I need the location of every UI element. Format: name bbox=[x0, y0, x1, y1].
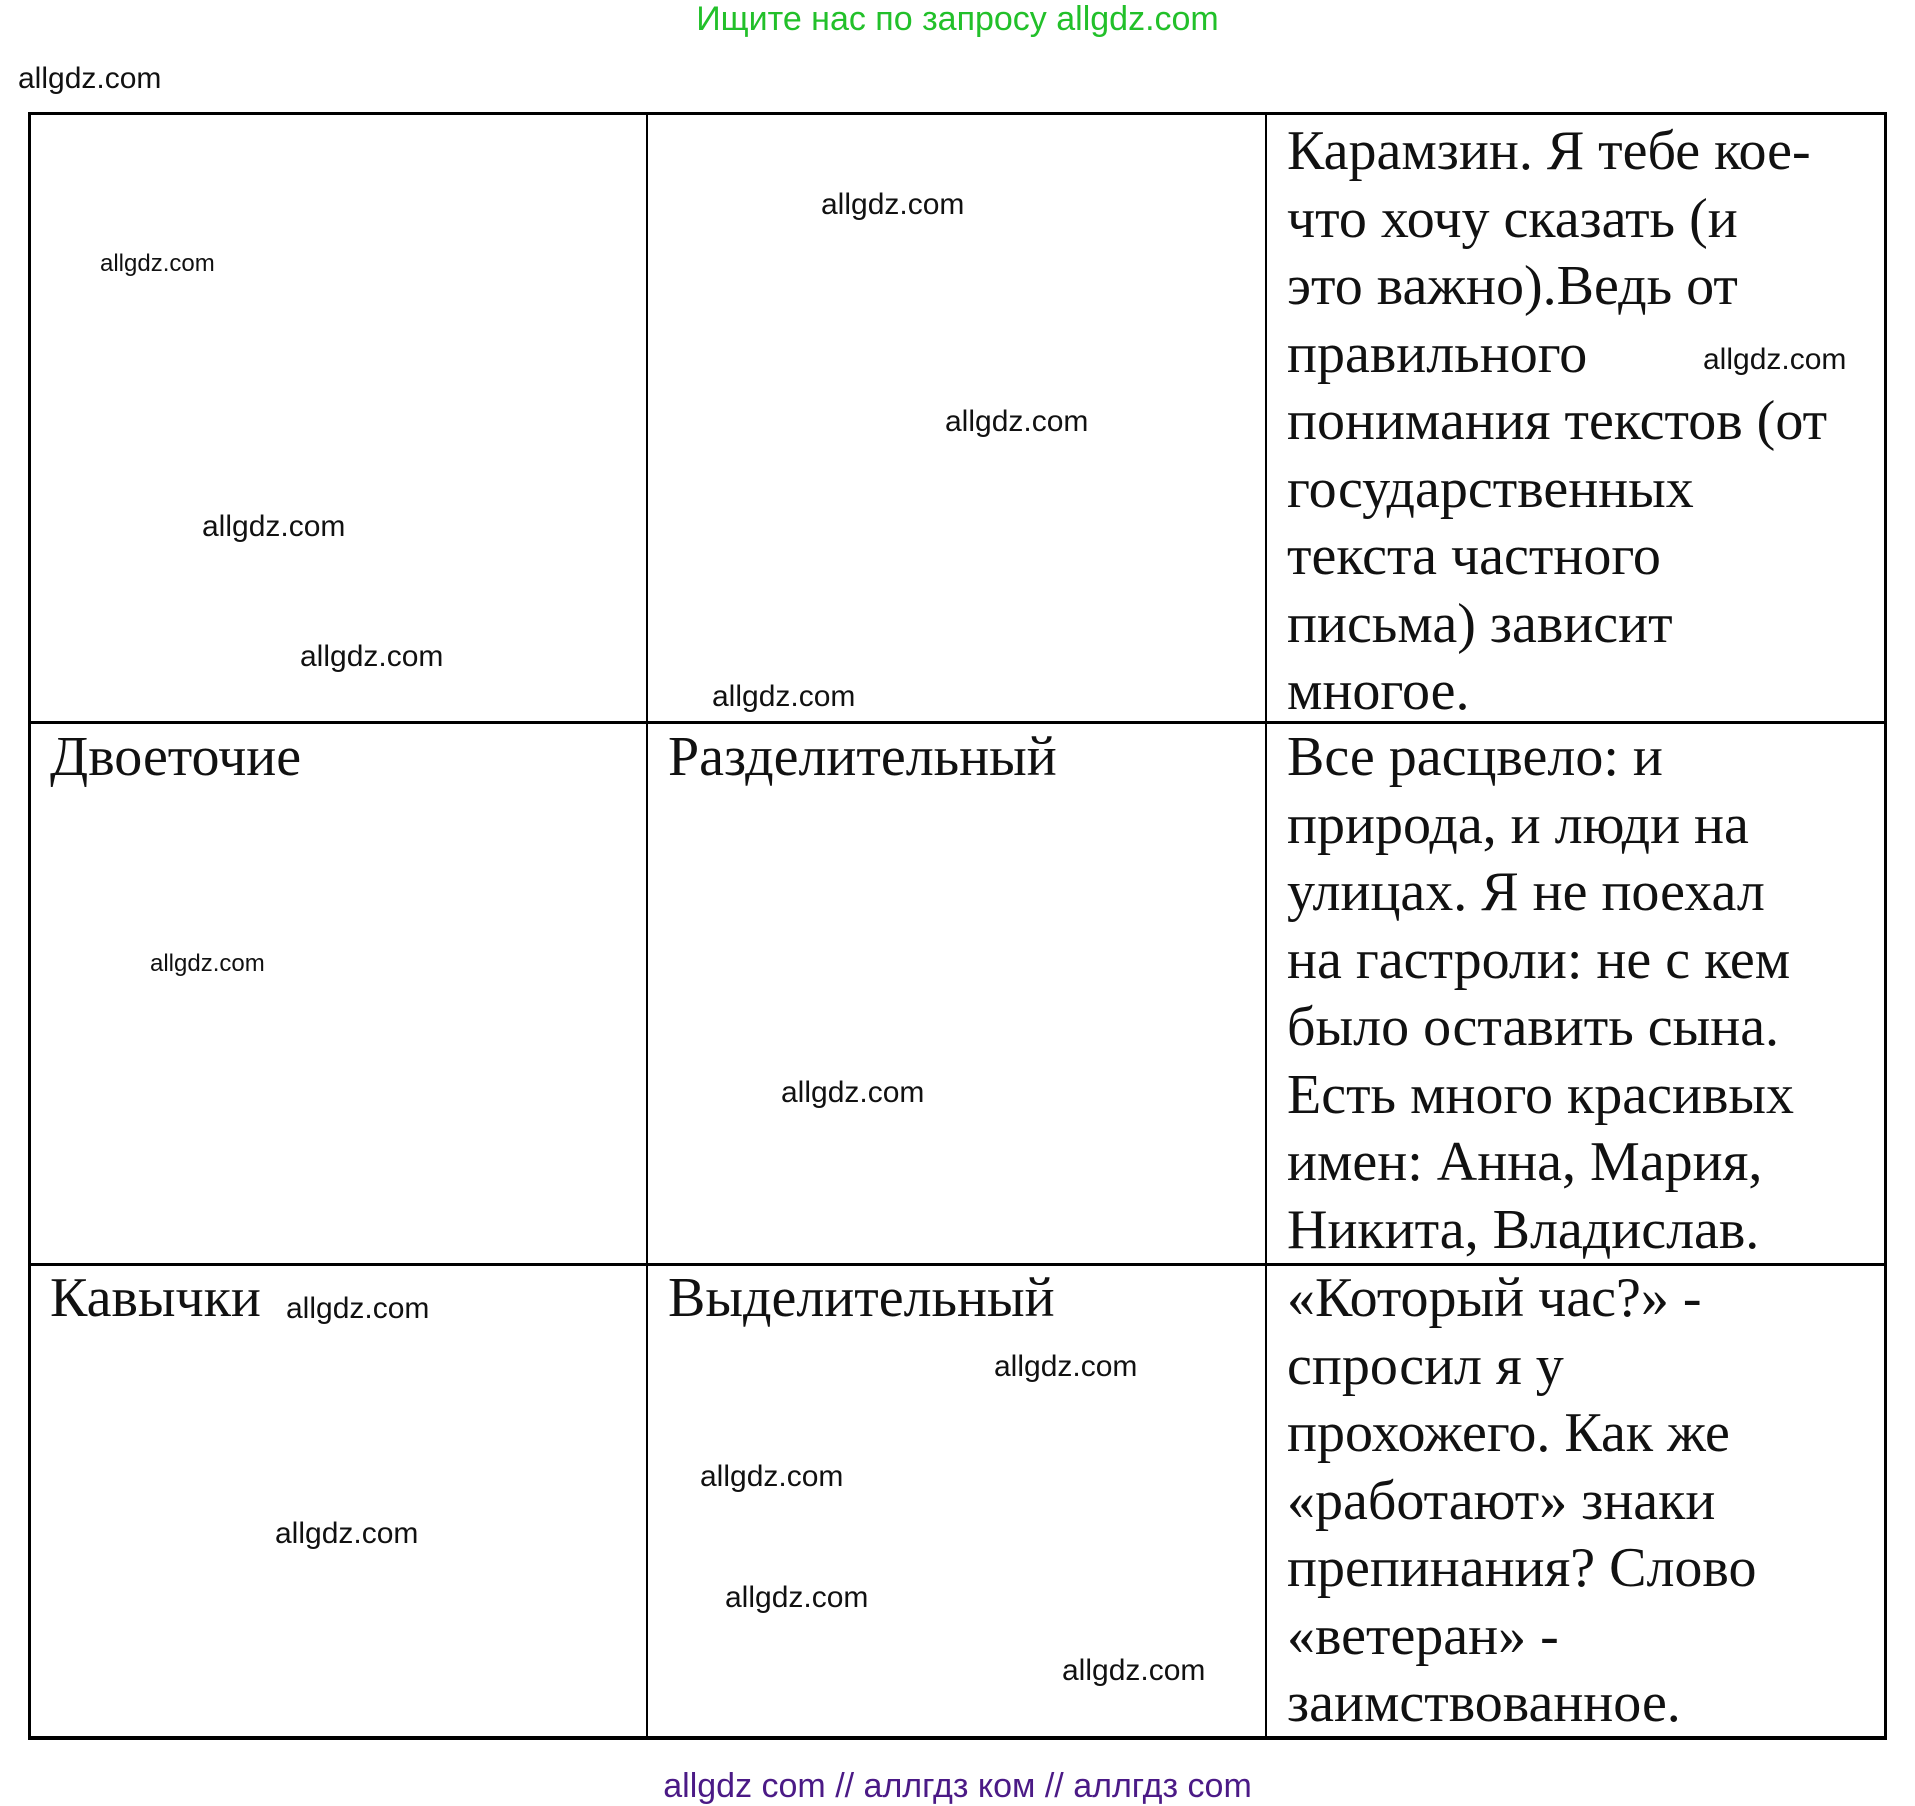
watermark: allgdz.com bbox=[275, 1517, 419, 1550]
column-divider bbox=[646, 113, 648, 1740]
watermark: allgdz.com bbox=[1703, 343, 1847, 376]
table-cell-example: Карамзин. Я тебе кое- что хочу сказать (и это важно).Ведь от правильного понимания текстов (от государственных текста частного письма) зависит многое. bbox=[1287, 120, 1828, 722]
footer-links: allgdz com // аллгдз ком // аллгдз com bbox=[663, 1767, 1252, 1805]
watermark: allgdz.com bbox=[286, 1292, 430, 1325]
table-cell-sign: Кавычки bbox=[50, 1267, 261, 1329]
watermark: allgdz.com bbox=[202, 510, 346, 543]
watermark: allgdz.com bbox=[821, 188, 965, 221]
search-banner: Ищите нас по запросу allgdz.com bbox=[696, 0, 1219, 38]
column-divider bbox=[1265, 113, 1267, 1740]
watermark: allgdz.com bbox=[725, 1581, 869, 1614]
site-label: allgdz.com bbox=[18, 62, 162, 95]
table-cell-example: Все расцвело: и природа, и люди на улицах. Я не поехал на гастроли: не с кем было оставить сына. Есть много красивых имен: Анна, Мария, Никита, Владислав. bbox=[1287, 726, 1795, 1261]
table-cell-function: Разделительный bbox=[668, 726, 1057, 788]
table-cell-function: Выделительный bbox=[668, 1267, 1055, 1329]
watermark: allgdz.com bbox=[300, 640, 444, 673]
table-cell-sign: Двоеточие bbox=[50, 726, 302, 788]
table-border-left bbox=[28, 113, 31, 1740]
table-cell-example: «Который час?» - спросил я у прохожего. Как же «работают» знаки препинания? Слово «ветеран» - заимствованное. bbox=[1287, 1267, 1757, 1734]
table-border-top bbox=[28, 112, 1887, 115]
watermark: allgdz.com bbox=[994, 1350, 1138, 1383]
watermark: allgdz.com bbox=[700, 1460, 844, 1493]
watermark: allgdz.com bbox=[100, 250, 215, 277]
watermark: allgdz.com bbox=[150, 950, 265, 977]
watermark: allgdz.com bbox=[945, 405, 1089, 438]
watermark: allgdz.com bbox=[781, 1076, 925, 1109]
table-border-right bbox=[1884, 113, 1887, 1740]
watermark: allgdz.com bbox=[712, 680, 856, 713]
watermark: allgdz.com bbox=[1062, 1654, 1206, 1687]
